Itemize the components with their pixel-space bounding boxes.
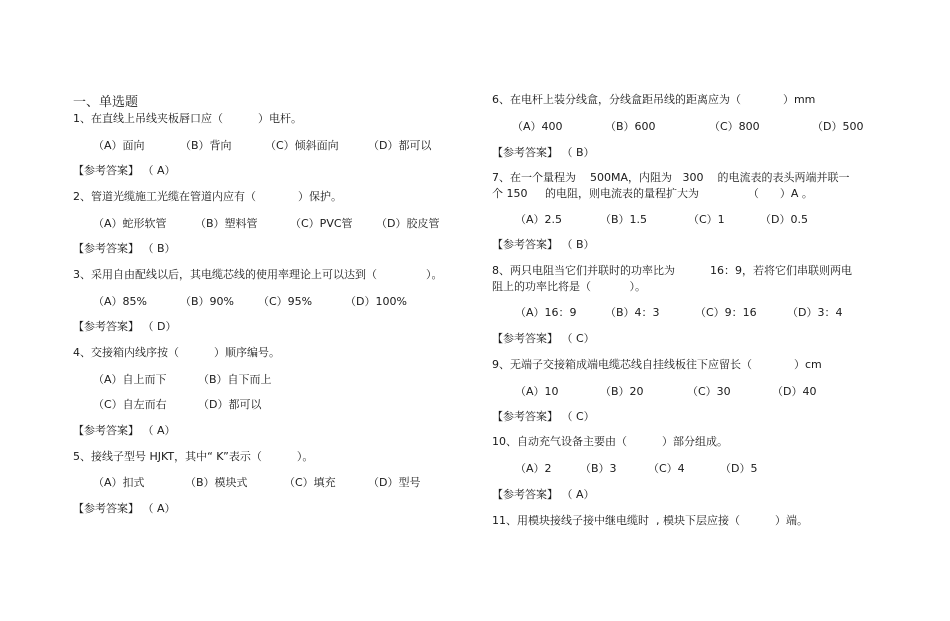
question-2-answer: 【参考答案】 （ B） [73, 242, 176, 255]
question-8-option-d: （D）3：4 [787, 306, 843, 319]
question-1-answer: 【参考答案】 （ A） [73, 164, 176, 177]
question-9-option-c: （C）30 [687, 385, 731, 398]
question-3-option-b: （B）90% [180, 295, 234, 308]
question-3-option-d: （D）100% [345, 295, 407, 308]
question-2-option-a: （A）蛇形软管 [93, 217, 167, 230]
question-10-stem: 10、自动充气设备主要由（ ）部分组成。 [492, 435, 728, 448]
question-5-answer: 【参考答案】 （ A） [73, 502, 176, 515]
question-8-option-a: （A）16：9 [515, 306, 577, 319]
question-6-option-d: （D）500 [812, 120, 864, 133]
question-10-option-d: （D）5 [720, 462, 758, 475]
question-1-stem: 1、在直线上吊线夹板唇口应（ ）电杆。 [73, 112, 302, 125]
question-8-stem-line-2: 阻上的功率比将是（ ）。 [492, 280, 646, 293]
question-8-option-c: （C）9：16 [695, 306, 757, 319]
question-9-option-b: （B）20 [600, 385, 644, 398]
question-5-option-d: （D）型号 [368, 476, 421, 489]
question-4-option-d: （D）都可以 [198, 398, 262, 411]
question-6-answer: 【参考答案】 （ B） [492, 146, 595, 159]
question-3-stem: 3、采用自由配线以后，其电缆芯线的使用率理论上可以达到（ ）。 [73, 268, 443, 281]
question-3-option-a: （A）85% [93, 295, 147, 308]
question-4-option-a: （A）自上而下 [93, 373, 167, 386]
question-7-option-a: （A）2.5 [515, 213, 563, 226]
question-5-option-b: （B）模块式 [185, 476, 248, 489]
question-11-stem: 11、用模块接线子接中继电缆时 , 模块下层应接（ ）端。 [492, 514, 808, 527]
question-7-option-b: （B）1.5 [600, 213, 648, 226]
question-6-stem: 6、在电杆上装分线盒，分线盒距吊线的距离应为（ ）mm [492, 93, 816, 106]
question-3-answer: 【参考答案】 （ D） [73, 320, 177, 333]
question-1-option-d: （D）都可以 [368, 139, 432, 152]
question-10-option-b: （B）3 [580, 462, 617, 475]
question-10-option-c: （C）4 [648, 462, 685, 475]
question-4-option-b: （B）自下而上 [198, 373, 272, 386]
question-8-stem-line-1: 8、两只电阻当它们并联时的功率比为 16：9，若将它们串联则两电 [492, 264, 852, 277]
question-2-option-d: （D）胶皮管 [376, 217, 440, 230]
question-5-option-c: （C）填充 [284, 476, 336, 489]
question-1-option-b: （B）背向 [180, 139, 232, 152]
question-7-option-c: （C）1 [688, 213, 725, 226]
question-1-option-a: （A）面向 [93, 139, 145, 152]
question-2-option-b: （B）塑料管 [195, 217, 258, 230]
question-7-stem-line-1: 7、在一个量程为 500MA，内阻为 300 的电流表的表头两端并联一 [492, 171, 850, 184]
question-7-answer: 【参考答案】 （ B） [492, 238, 595, 251]
question-9-stem: 9、无端子交接箱成端电缆芯线自挂线板往下应留长（ ）cm [492, 358, 822, 371]
question-4-option-c: （C）自左而右 [93, 398, 167, 411]
question-6-option-c: （C）800 [709, 120, 760, 133]
question-8-answer: 【参考答案】 （ C） [492, 332, 595, 345]
question-3-option-c: （C）95% [258, 295, 313, 308]
question-9-option-d: （D）40 [772, 385, 817, 398]
question-2-stem: 2、管道光缆施工光缆在管道内应有（ ）保护。 [73, 190, 342, 203]
question-9-option-a: （A）10 [515, 385, 559, 398]
question-5-stem: 5、接线子型号 HJKT，其中“ K”表示（ ）。 [73, 450, 314, 463]
question-2-option-c: （C）PVC管 [290, 217, 353, 230]
question-5-option-a: （A）扣式 [93, 476, 145, 489]
question-1-option-c: （C）倾斜面向 [265, 139, 339, 152]
question-10-option-a: （A）2 [515, 462, 552, 475]
question-7-stem-line-2: 个 150 的电阻，则电流表的量程扩大为 （ ）A 。 [492, 187, 813, 200]
section-title: 一、单选题 [73, 95, 139, 110]
question-10-answer: 【参考答案】 （ A） [492, 488, 595, 501]
question-6-option-a: （A）400 [512, 120, 563, 133]
question-9-answer: 【参考答案】 （ C） [492, 410, 595, 423]
question-8-option-b: （B）4：3 [605, 306, 660, 319]
question-4-answer: 【参考答案】 （ A） [73, 424, 176, 437]
question-4-stem: 4、交接箱内线序按（ ）顺序编号。 [73, 346, 280, 359]
question-7-option-d: （D）0.5 [760, 213, 808, 226]
question-6-option-b: （B）600 [605, 120, 656, 133]
